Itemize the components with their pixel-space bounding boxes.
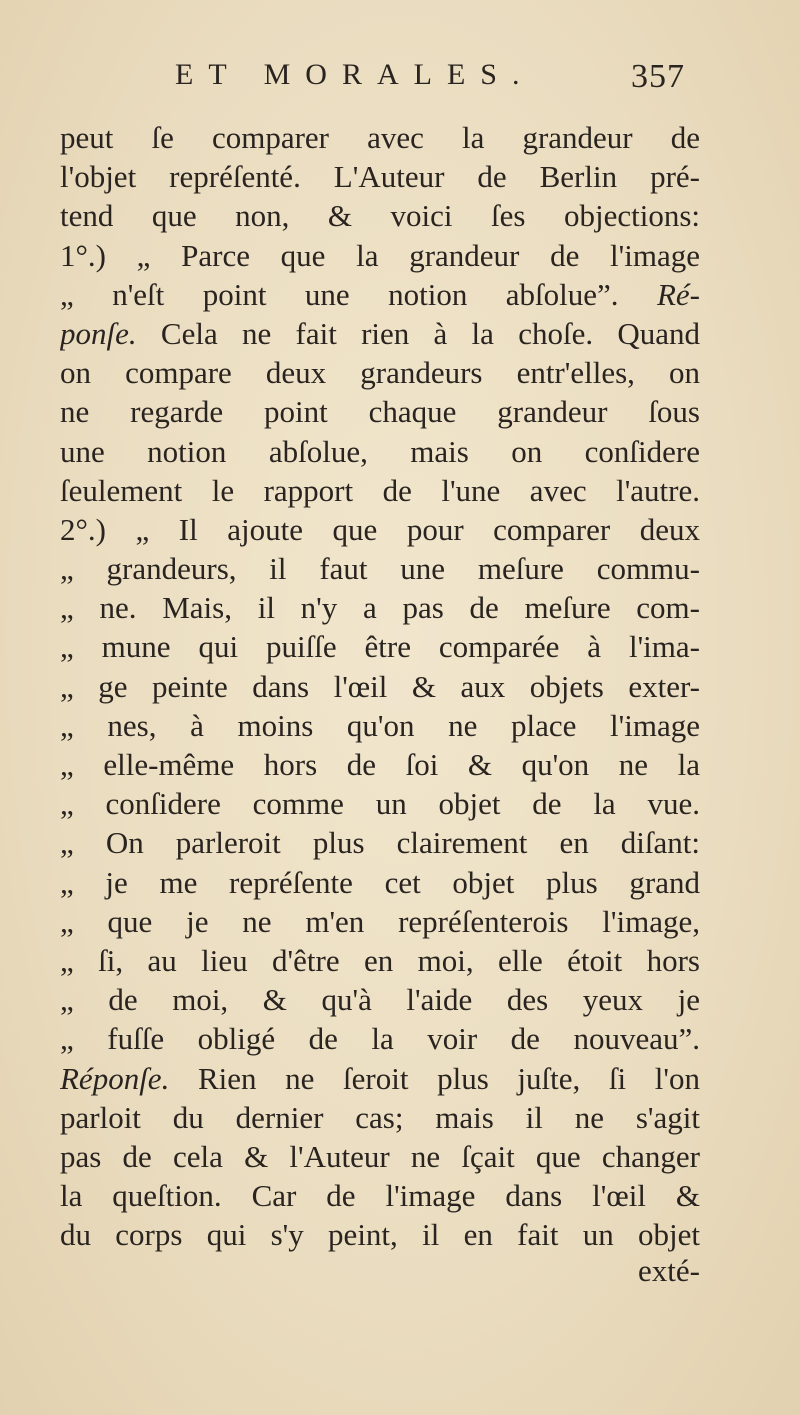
text-line: „ ne. Mais, il n'y a pas de meſure com- <box>60 590 700 626</box>
text-line: „ ge peinte dans l'œil & aux objets exter- <box>60 668 700 704</box>
text-line: „ nes, à moins qu'on ne place l'image <box>60 707 700 743</box>
text-line: Réponſe. Rien ne ſeroit plus juſte, ſi l'on <box>60 1060 700 1096</box>
text-line: la queſtion. Car de l'image dans l'œil & <box>60 1178 700 1214</box>
text-line: pas de cela & l'Auteur ne ſçait que changer <box>60 1138 700 1174</box>
text-line: peut ſe comparer avec la grandeur de <box>60 120 700 155</box>
text-line: 1°.) „ Parce que la grandeur de l'image <box>60 237 700 273</box>
text-line: „ elle-même hors de ſoi & qu'on ne la <box>60 747 700 782</box>
text-line: „ que je ne m'en repréſenterois l'image, <box>60 903 700 939</box>
text-line: „ mune qui puiſſe être comparée à l'ima- <box>60 629 700 665</box>
text-line: 2°.) „ Il ajoute que pour comparer deux <box>60 511 700 547</box>
text-line: parloit du dernier cas; mais il ne s'agit <box>60 1099 700 1135</box>
text-line: „ grandeurs, il faut une meſure commu- <box>60 551 700 587</box>
text-line: du corps qui s'y peint, il en fait un objet <box>60 1217 700 1253</box>
text-line: „ fuſſe obligé de la voir de nouveau”. <box>60 1021 700 1057</box>
page-header <box>175 52 685 102</box>
text-line: l'objet repréſenté. L'Auteur de Berlin pré- <box>60 159 700 195</box>
text-line: „ conſidere comme un objet de la vue. <box>60 786 700 822</box>
body-text <box>60 118 700 1254</box>
text-line: „ n'eſt point une notion abſolue”. Ré- <box>60 276 700 312</box>
text-line: on compare deux grandeurs entr'elles, on <box>60 355 700 391</box>
catchword: exté- <box>638 1253 700 1288</box>
text-line: „ ſi, au lieu d'être en moi, elle étoit hors <box>60 942 700 978</box>
text-line: ſeulement le rapport de l'une avec l'autre. <box>60 472 700 508</box>
text-line: une notion abſolue, mais on conſidere <box>60 433 700 469</box>
text-line: tend que non, & voici ſes objections: <box>60 198 700 234</box>
text-line: ponſe. Cela ne fait rien à la choſe. Quand <box>60 315 700 351</box>
text-line: „ de moi, & qu'à l'aide des yeux je <box>60 982 700 1018</box>
page-number: 357 <box>631 58 685 95</box>
text-line: ne regarde point chaque grandeur ſous <box>60 394 700 430</box>
text-line: „ je me repréſente cet objet plus grand <box>60 864 700 900</box>
running-head: ET MORALES. <box>175 58 535 91</box>
text-line: „ On parleroit plus clairement en diſant: <box>60 825 700 861</box>
